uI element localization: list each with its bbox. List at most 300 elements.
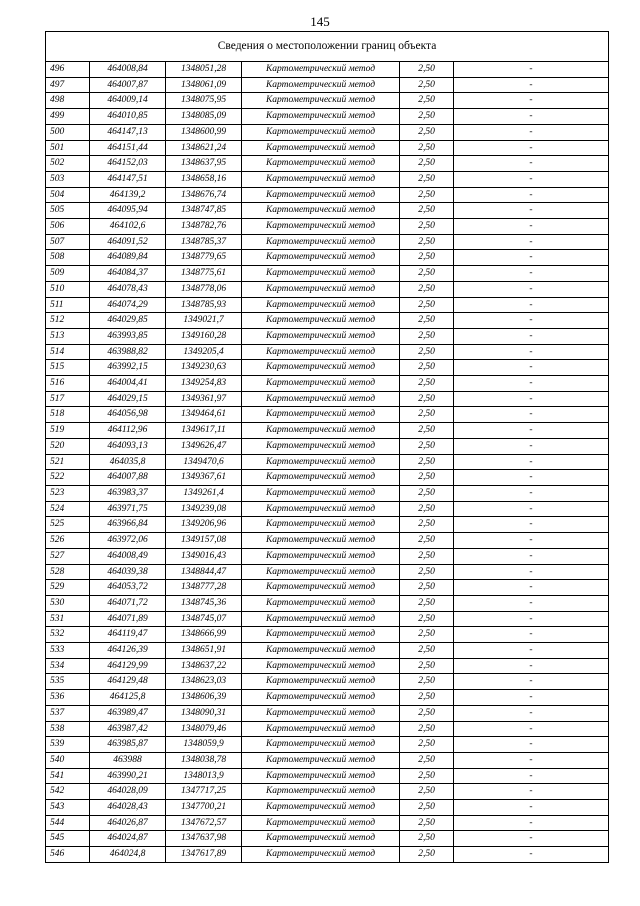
accuracy-cell: 2,50: [400, 658, 454, 674]
accuracy-cell: 2,50: [400, 407, 454, 423]
table-row: [46, 203, 609, 219]
accuracy-cell: 2,50: [400, 595, 454, 611]
point-number-cell: 544: [46, 815, 90, 831]
accuracy-cell: 2,50: [400, 768, 454, 784]
y-coordinate-cell: 1348637,22: [166, 658, 242, 674]
y-coordinate-cell: 1349464,61: [166, 407, 242, 423]
y-coordinate-cell: 1347700,21: [166, 800, 242, 816]
description-cell: -: [454, 423, 609, 439]
method-cell: Картометрический метод: [242, 266, 400, 282]
description-cell: -: [454, 784, 609, 800]
table-row: [46, 454, 609, 470]
description-cell: -: [454, 407, 609, 423]
point-number-cell: 518: [46, 407, 90, 423]
accuracy-cell: 2,50: [400, 391, 454, 407]
table-row: [46, 407, 609, 423]
x-coordinate-cell: 464024,87: [90, 831, 166, 847]
x-coordinate-cell: 464091,52: [90, 234, 166, 250]
description-cell: -: [454, 721, 609, 737]
description-cell: -: [454, 674, 609, 690]
description-cell: -: [454, 690, 609, 706]
accuracy-cell: 2,50: [400, 548, 454, 564]
table-row: [46, 124, 609, 140]
description-cell: -: [454, 376, 609, 392]
description-cell: -: [454, 187, 609, 203]
x-coordinate-cell: 464074,29: [90, 297, 166, 313]
description-cell: -: [454, 250, 609, 266]
accuracy-cell: 2,50: [400, 360, 454, 376]
accuracy-cell: 2,50: [400, 470, 454, 486]
x-coordinate-cell: 464125,8: [90, 690, 166, 706]
point-number-cell: 519: [46, 423, 90, 439]
table-row: [46, 690, 609, 706]
accuracy-cell: 2,50: [400, 171, 454, 187]
y-coordinate-cell: 1347637,98: [166, 831, 242, 847]
y-coordinate-cell: 1348075,95: [166, 93, 242, 109]
accuracy-cell: 2,50: [400, 266, 454, 282]
table-row: [46, 109, 609, 125]
y-coordinate-cell: 1348779,65: [166, 250, 242, 266]
page-number: 145: [310, 14, 330, 29]
accuracy-cell: 2,50: [400, 784, 454, 800]
method-cell: Картометрический метод: [242, 250, 400, 266]
point-number-cell: 501: [46, 140, 90, 156]
point-number-cell: 523: [46, 485, 90, 501]
accuracy-cell: 2,50: [400, 533, 454, 549]
method-cell: Картометрический метод: [242, 77, 400, 93]
accuracy-cell: 2,50: [400, 737, 454, 753]
description-cell: -: [454, 564, 609, 580]
point-number-cell: 515: [46, 360, 90, 376]
description-cell: -: [454, 611, 609, 627]
point-number-cell: 513: [46, 328, 90, 344]
point-number-cell: 538: [46, 721, 90, 737]
method-cell: Картометрический метод: [242, 800, 400, 816]
table-row: [46, 501, 609, 517]
y-coordinate-cell: 1348747,85: [166, 203, 242, 219]
point-number-cell: 527: [46, 548, 90, 564]
accuracy-cell: 2,50: [400, 234, 454, 250]
x-coordinate-cell: 464095,94: [90, 203, 166, 219]
point-number-cell: 498: [46, 93, 90, 109]
description-cell: -: [454, 219, 609, 235]
method-cell: Картометрический метод: [242, 690, 400, 706]
x-coordinate-cell: 464139,2: [90, 187, 166, 203]
method-cell: Картометрический метод: [242, 423, 400, 439]
description-cell: -: [454, 580, 609, 596]
method-cell: Картометрический метод: [242, 611, 400, 627]
x-coordinate-cell: 464071,89: [90, 611, 166, 627]
description-cell: -: [454, 737, 609, 753]
point-number-cell: 525: [46, 517, 90, 533]
description-cell: -: [454, 171, 609, 187]
description-cell: -: [454, 470, 609, 486]
table-row: [46, 721, 609, 737]
method-cell: Картометрический метод: [242, 407, 400, 423]
description-cell: -: [454, 658, 609, 674]
x-coordinate-cell: 463987,42: [90, 721, 166, 737]
method-cell: Картометрический метод: [242, 171, 400, 187]
method-cell: Картометрический метод: [242, 219, 400, 235]
y-coordinate-cell: 1348090,31: [166, 705, 242, 721]
x-coordinate-cell: 464039,38: [90, 564, 166, 580]
x-coordinate-cell: 463966,84: [90, 517, 166, 533]
y-coordinate-cell: 1348600,99: [166, 124, 242, 140]
x-coordinate-cell: 464029,15: [90, 391, 166, 407]
x-coordinate-cell: 463983,37: [90, 485, 166, 501]
point-number-cell: 540: [46, 752, 90, 768]
accuracy-cell: 2,50: [400, 62, 454, 78]
method-cell: Картометрический метод: [242, 391, 400, 407]
x-coordinate-cell: 464129,99: [90, 658, 166, 674]
point-number-cell: 545: [46, 831, 90, 847]
table-row: [46, 328, 609, 344]
table-title: Сведения о местоположении границ объекта: [46, 32, 609, 62]
point-number-cell: 529: [46, 580, 90, 596]
accuracy-cell: 2,50: [400, 77, 454, 93]
y-coordinate-cell: 1349239,08: [166, 501, 242, 517]
y-coordinate-cell: 1349016,43: [166, 548, 242, 564]
point-number-cell: 506: [46, 219, 90, 235]
method-cell: Картометрический метод: [242, 454, 400, 470]
accuracy-cell: 2,50: [400, 580, 454, 596]
x-coordinate-cell: 464026,87: [90, 815, 166, 831]
point-number-cell: 496: [46, 62, 90, 78]
table-row: [46, 627, 609, 643]
y-coordinate-cell: 1349254,83: [166, 376, 242, 392]
accuracy-cell: 2,50: [400, 847, 454, 863]
y-coordinate-cell: 1348785,37: [166, 234, 242, 250]
method-cell: Картометрический метод: [242, 156, 400, 172]
description-cell: -: [454, 501, 609, 517]
accuracy-cell: 2,50: [400, 752, 454, 768]
point-number-cell: 507: [46, 234, 90, 250]
accuracy-cell: 2,50: [400, 454, 454, 470]
x-coordinate-cell: 464008,49: [90, 548, 166, 564]
x-coordinate-cell: 464010,85: [90, 109, 166, 125]
point-number-cell: 546: [46, 847, 90, 863]
y-coordinate-cell: 1348059,9: [166, 737, 242, 753]
method-cell: Картометрический метод: [242, 831, 400, 847]
y-coordinate-cell: 1348844,47: [166, 564, 242, 580]
point-number-cell: 543: [46, 800, 90, 816]
description-cell: -: [454, 62, 609, 78]
point-number-cell: 512: [46, 313, 90, 329]
y-coordinate-cell: 1348606,39: [166, 690, 242, 706]
table-row: [46, 674, 609, 690]
x-coordinate-cell: 464102,6: [90, 219, 166, 235]
method-cell: Картометрический метод: [242, 109, 400, 125]
x-coordinate-cell: 464089,84: [90, 250, 166, 266]
table-row: [46, 360, 609, 376]
method-cell: Картометрический метод: [242, 658, 400, 674]
boundary-coordinates-table: [45, 31, 609, 863]
accuracy-cell: 2,50: [400, 156, 454, 172]
table-row: [46, 62, 609, 78]
x-coordinate-cell: 463993,85: [90, 328, 166, 344]
point-number-cell: 500: [46, 124, 90, 140]
description-cell: -: [454, 156, 609, 172]
description-cell: -: [454, 203, 609, 219]
point-number-cell: 531: [46, 611, 90, 627]
description-cell: -: [454, 344, 609, 360]
method-cell: Картометрический метод: [242, 847, 400, 863]
method-cell: Картометрический метод: [242, 297, 400, 313]
description-cell: -: [454, 643, 609, 659]
point-number-cell: 536: [46, 690, 90, 706]
point-number-cell: 510: [46, 281, 90, 297]
description-cell: -: [454, 454, 609, 470]
description-cell: -: [454, 124, 609, 140]
method-cell: Картометрический метод: [242, 360, 400, 376]
y-coordinate-cell: 1347617,89: [166, 847, 242, 863]
method-cell: Картометрический метод: [242, 187, 400, 203]
method-cell: Картометрический метод: [242, 643, 400, 659]
description-cell: -: [454, 752, 609, 768]
table-row: [46, 580, 609, 596]
method-cell: Картометрический метод: [242, 737, 400, 753]
x-coordinate-cell: 464084,37: [90, 266, 166, 282]
x-coordinate-cell: 464035,8: [90, 454, 166, 470]
method-cell: Картометрический метод: [242, 501, 400, 517]
y-coordinate-cell: 1348745,36: [166, 595, 242, 611]
accuracy-cell: 2,50: [400, 93, 454, 109]
accuracy-cell: 2,50: [400, 517, 454, 533]
y-coordinate-cell: 1348676,74: [166, 187, 242, 203]
y-coordinate-cell: 1348621,24: [166, 140, 242, 156]
point-number-cell: 502: [46, 156, 90, 172]
table-row: [46, 768, 609, 784]
point-number-cell: 537: [46, 705, 90, 721]
description-cell: -: [454, 313, 609, 329]
method-cell: Картометрический метод: [242, 548, 400, 564]
method-cell: Картометрический метод: [242, 564, 400, 580]
y-coordinate-cell: 1348623,03: [166, 674, 242, 690]
point-number-cell: 514: [46, 344, 90, 360]
description-cell: -: [454, 328, 609, 344]
table-row: [46, 234, 609, 250]
description-cell: -: [454, 391, 609, 407]
method-cell: Картометрический метод: [242, 627, 400, 643]
x-coordinate-cell: 464078,43: [90, 281, 166, 297]
x-coordinate-cell: 464126,39: [90, 643, 166, 659]
method-cell: Картометрический метод: [242, 595, 400, 611]
point-number-cell: 511: [46, 297, 90, 313]
y-coordinate-cell: 1347672,57: [166, 815, 242, 831]
point-number-cell: 541: [46, 768, 90, 784]
point-number-cell: 504: [46, 187, 90, 203]
x-coordinate-cell: 464152,03: [90, 156, 166, 172]
description-cell: -: [454, 705, 609, 721]
table-row: [46, 705, 609, 721]
y-coordinate-cell: 1348085,09: [166, 109, 242, 125]
x-coordinate-cell: 463990,21: [90, 768, 166, 784]
accuracy-cell: 2,50: [400, 485, 454, 501]
description-cell: -: [454, 517, 609, 533]
method-cell: Картометрический метод: [242, 376, 400, 392]
point-number-cell: 517: [46, 391, 90, 407]
table-row: [46, 187, 609, 203]
accuracy-cell: 2,50: [400, 501, 454, 517]
description-cell: -: [454, 800, 609, 816]
description-cell: -: [454, 627, 609, 643]
y-coordinate-cell: 1349617,11: [166, 423, 242, 439]
y-coordinate-cell: 1348778,06: [166, 281, 242, 297]
accuracy-cell: 2,50: [400, 643, 454, 659]
accuracy-cell: 2,50: [400, 627, 454, 643]
method-cell: Картометрический метод: [242, 705, 400, 721]
accuracy-cell: 2,50: [400, 313, 454, 329]
accuracy-cell: 2,50: [400, 203, 454, 219]
x-coordinate-cell: 464028,43: [90, 800, 166, 816]
y-coordinate-cell: 1348775,61: [166, 266, 242, 282]
x-coordinate-cell: 464028,09: [90, 784, 166, 800]
table-row: [46, 752, 609, 768]
y-coordinate-cell: 1348782,76: [166, 219, 242, 235]
method-cell: Картометрический метод: [242, 281, 400, 297]
method-cell: Картометрический метод: [242, 234, 400, 250]
table-row: [46, 93, 609, 109]
accuracy-cell: 2,50: [400, 187, 454, 203]
method-cell: Картометрический метод: [242, 721, 400, 737]
accuracy-cell: 2,50: [400, 124, 454, 140]
y-coordinate-cell: 1348038,78: [166, 752, 242, 768]
description-cell: -: [454, 234, 609, 250]
table-row: [46, 784, 609, 800]
x-coordinate-cell: 463972,06: [90, 533, 166, 549]
point-number-cell: 526: [46, 533, 90, 549]
table-row: [46, 297, 609, 313]
x-coordinate-cell: 464053,72: [90, 580, 166, 596]
method-cell: Картометрический метод: [242, 344, 400, 360]
method-cell: Картометрический метод: [242, 533, 400, 549]
accuracy-cell: 2,50: [400, 250, 454, 266]
table-row: [46, 423, 609, 439]
accuracy-cell: 2,50: [400, 674, 454, 690]
table-row: [46, 438, 609, 454]
table-row: [46, 281, 609, 297]
y-coordinate-cell: 1348637,95: [166, 156, 242, 172]
method-cell: Картометрический метод: [242, 580, 400, 596]
accuracy-cell: 2,50: [400, 281, 454, 297]
table-row: [46, 250, 609, 266]
table-row: [46, 171, 609, 187]
accuracy-cell: 2,50: [400, 109, 454, 125]
accuracy-cell: 2,50: [400, 611, 454, 627]
point-number-cell: 499: [46, 109, 90, 125]
x-coordinate-cell: 464147,13: [90, 124, 166, 140]
point-number-cell: 539: [46, 737, 90, 753]
point-number-cell: 535: [46, 674, 90, 690]
point-number-cell: 524: [46, 501, 90, 517]
x-coordinate-cell: 464129,48: [90, 674, 166, 690]
point-number-cell: 534: [46, 658, 90, 674]
x-coordinate-cell: 464008,84: [90, 62, 166, 78]
method-cell: Картометрический метод: [242, 674, 400, 690]
table-row: [46, 548, 609, 564]
point-number-cell: 542: [46, 784, 90, 800]
y-coordinate-cell: 1348061,09: [166, 77, 242, 93]
accuracy-cell: 2,50: [400, 721, 454, 737]
y-coordinate-cell: 1348785,93: [166, 297, 242, 313]
y-coordinate-cell: 1349470,6: [166, 454, 242, 470]
method-cell: Картометрический метод: [242, 203, 400, 219]
description-cell: -: [454, 281, 609, 297]
x-coordinate-cell: 463988,82: [90, 344, 166, 360]
description-cell: -: [454, 360, 609, 376]
x-coordinate-cell: 464009,14: [90, 93, 166, 109]
y-coordinate-cell: 1348777,28: [166, 580, 242, 596]
x-coordinate-cell: 463988: [90, 752, 166, 768]
y-coordinate-cell: 1349361,97: [166, 391, 242, 407]
table-row: [46, 376, 609, 392]
y-coordinate-cell: 1349626,47: [166, 438, 242, 454]
method-cell: Картометрический метод: [242, 485, 400, 501]
method-cell: Картометрический метод: [242, 328, 400, 344]
point-number-cell: 505: [46, 203, 90, 219]
point-number-cell: 520: [46, 438, 90, 454]
accuracy-cell: 2,50: [400, 344, 454, 360]
accuracy-cell: 2,50: [400, 297, 454, 313]
method-cell: Картометрический метод: [242, 517, 400, 533]
point-number-cell: 503: [46, 171, 90, 187]
accuracy-cell: 2,50: [400, 376, 454, 392]
x-coordinate-cell: 463989,47: [90, 705, 166, 721]
table-row: [46, 344, 609, 360]
accuracy-cell: 2,50: [400, 564, 454, 580]
method-cell: Картометрический метод: [242, 313, 400, 329]
table-row: [46, 77, 609, 93]
table-row: [46, 470, 609, 486]
table-body: [46, 62, 609, 863]
x-coordinate-cell: 464056,98: [90, 407, 166, 423]
table-row: [46, 800, 609, 816]
y-coordinate-cell: 1348651,91: [166, 643, 242, 659]
point-number-cell: 532: [46, 627, 90, 643]
x-coordinate-cell: 464147,51: [90, 171, 166, 187]
y-coordinate-cell: 1348745,07: [166, 611, 242, 627]
description-cell: -: [454, 533, 609, 549]
y-coordinate-cell: 1349021,7: [166, 313, 242, 329]
table-row: [46, 266, 609, 282]
y-coordinate-cell: 1349367,61: [166, 470, 242, 486]
method-cell: Картометрический метод: [242, 124, 400, 140]
x-coordinate-cell: 463971,75: [90, 501, 166, 517]
description-cell: -: [454, 140, 609, 156]
description-cell: -: [454, 93, 609, 109]
description-cell: -: [454, 595, 609, 611]
x-coordinate-cell: 464007,88: [90, 470, 166, 486]
y-coordinate-cell: 1349160,28: [166, 328, 242, 344]
description-cell: -: [454, 548, 609, 564]
description-cell: -: [454, 77, 609, 93]
table-row: [46, 313, 609, 329]
y-coordinate-cell: 1349157,08: [166, 533, 242, 549]
method-cell: Картометрический метод: [242, 784, 400, 800]
y-coordinate-cell: 1348051,28: [166, 62, 242, 78]
table-title-row: [46, 32, 609, 62]
method-cell: Картометрический метод: [242, 62, 400, 78]
description-cell: -: [454, 109, 609, 125]
point-number-cell: 530: [46, 595, 90, 611]
method-cell: Картометрический метод: [242, 768, 400, 784]
y-coordinate-cell: 1348658,16: [166, 171, 242, 187]
description-cell: -: [454, 266, 609, 282]
x-coordinate-cell: 464071,72: [90, 595, 166, 611]
table-row: [46, 847, 609, 863]
accuracy-cell: 2,50: [400, 328, 454, 344]
method-cell: Картометрический метод: [242, 470, 400, 486]
